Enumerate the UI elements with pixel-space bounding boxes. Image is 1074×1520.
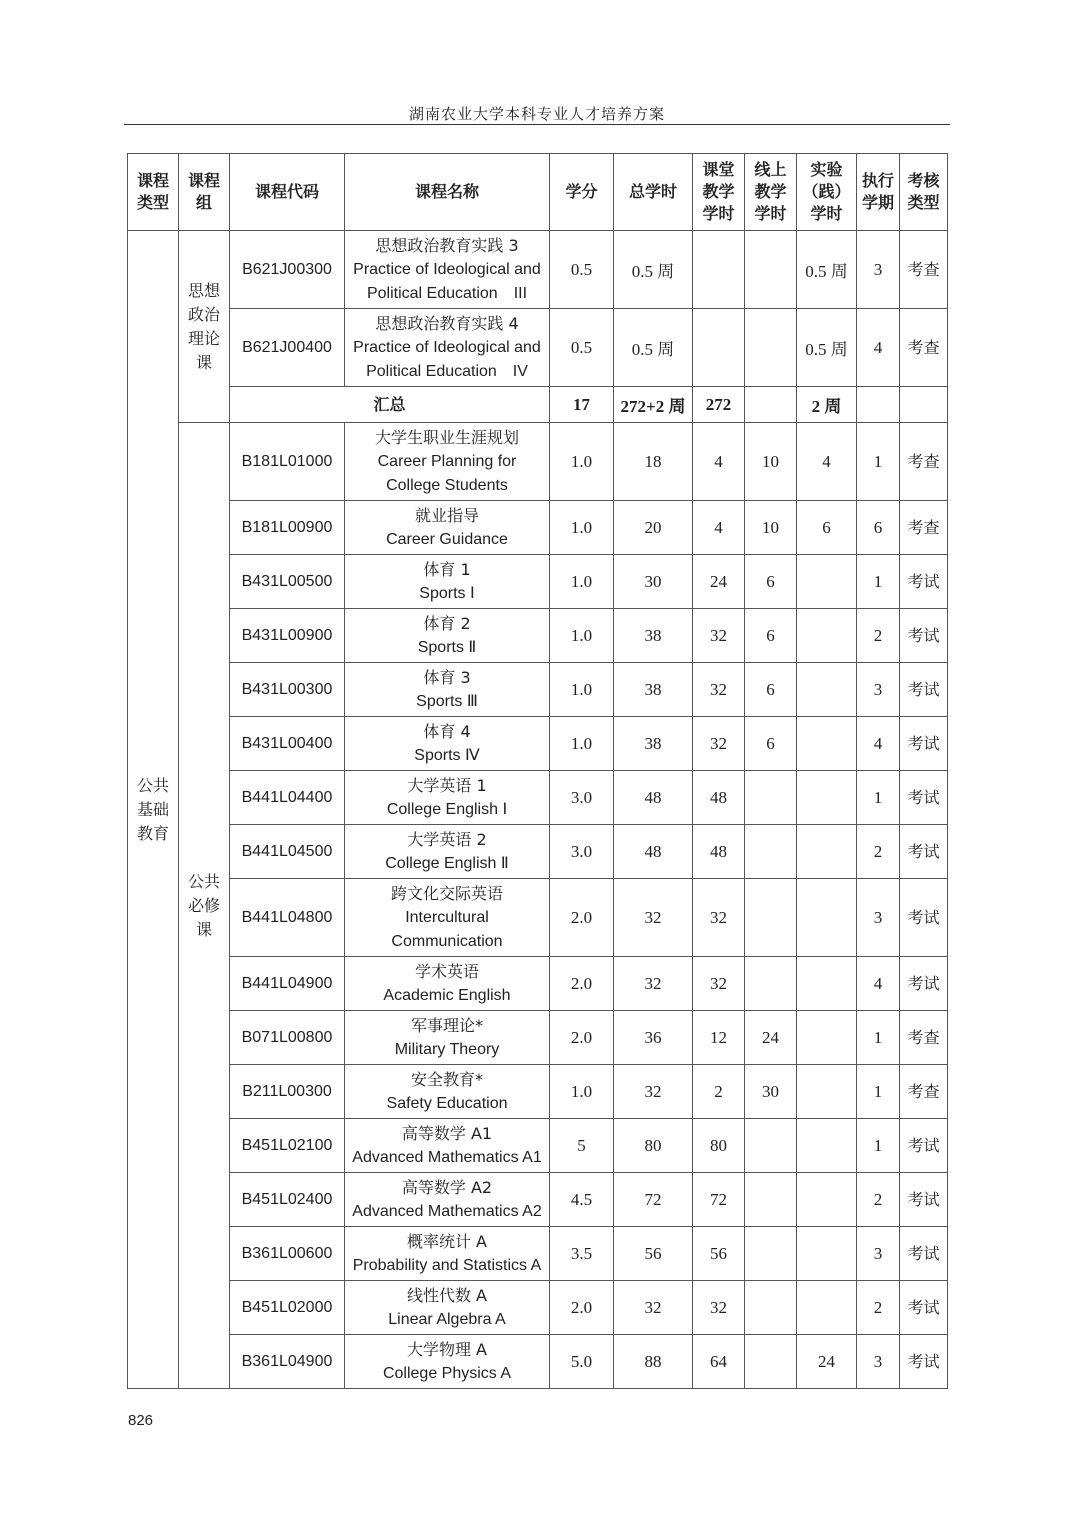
lab-hours-cell bbox=[797, 1227, 857, 1281]
table-row bbox=[128, 1281, 948, 1335]
course-group-cell bbox=[179, 423, 230, 1389]
header-rule bbox=[124, 124, 950, 125]
lab-hours-cell bbox=[797, 825, 857, 879]
semester-cell: 3 bbox=[857, 663, 900, 717]
credits-cell: 0.5 bbox=[550, 231, 614, 309]
class-hours-cell: 4 bbox=[693, 423, 745, 501]
total-hours-cell: 32 bbox=[614, 879, 693, 957]
course-name-zh: 高等数学 A2 bbox=[401, 1177, 493, 1197]
course-name-en: College English Ⅱ bbox=[385, 854, 509, 872]
summary-credits: 17 bbox=[550, 387, 614, 423]
course-name-en: Advanced Mathematics A1 bbox=[352, 1148, 542, 1166]
course-name-en: Military Theory bbox=[394, 1040, 500, 1058]
course-code: B621J00400 bbox=[230, 309, 345, 387]
lab-hours-cell bbox=[797, 879, 857, 957]
course-name-en: Linear Algebra A bbox=[388, 1310, 506, 1328]
course-type-line: 基础 bbox=[136, 799, 169, 819]
course-name bbox=[345, 1227, 550, 1281]
course-name-zh: 概率统计 A bbox=[406, 1231, 488, 1251]
credits-cell: 1.0 bbox=[550, 717, 614, 771]
online-hours-cell bbox=[745, 771, 797, 825]
course-code: B431L00300 bbox=[230, 663, 345, 717]
course-code: B211L00300 bbox=[230, 1065, 345, 1119]
credits-cell: 2.0 bbox=[550, 1011, 614, 1065]
course-code: B621J00300 bbox=[230, 231, 345, 309]
total-hours-cell: 30 bbox=[614, 555, 693, 609]
credits-cell: 1.0 bbox=[550, 663, 614, 717]
col-header-exam bbox=[900, 154, 948, 231]
course-name-zh: 就业指导 bbox=[414, 505, 479, 525]
credits-cell: 1.0 bbox=[550, 423, 614, 501]
credits-cell: 5 bbox=[550, 1119, 614, 1173]
table-row bbox=[128, 1119, 948, 1173]
col-header-type bbox=[128, 154, 179, 231]
table-row bbox=[128, 717, 948, 771]
exam-type-cell: 考试 bbox=[900, 825, 948, 879]
class-hours-cell bbox=[693, 309, 745, 387]
course-name bbox=[345, 309, 550, 387]
course-name-en: College English Ⅰ bbox=[386, 800, 508, 818]
course-name-en: Political Education IV bbox=[366, 362, 528, 380]
online-hours-cell bbox=[745, 1227, 797, 1281]
table-row bbox=[128, 501, 948, 555]
lab-hours-cell bbox=[797, 1065, 857, 1119]
total-hours-cell: 32 bbox=[614, 1065, 693, 1119]
table-row bbox=[128, 609, 948, 663]
semester-cell: 2 bbox=[857, 1281, 900, 1335]
credits-cell: 2.0 bbox=[550, 957, 614, 1011]
course-name bbox=[345, 717, 550, 771]
table-row bbox=[128, 1173, 948, 1227]
course-name-zh: 体育 1 bbox=[423, 559, 471, 579]
semester-cell: 4 bbox=[857, 717, 900, 771]
col-header-code: 课程代码 bbox=[230, 154, 345, 231]
course-group-line: 公共 bbox=[187, 871, 220, 891]
course-name-zh: 高等数学 A1 bbox=[401, 1123, 493, 1143]
exam-type-cell: 考试 bbox=[900, 1335, 948, 1389]
col-header-total-hours: 总学时 bbox=[614, 154, 693, 231]
col-header-class-l1: 课堂 bbox=[702, 160, 735, 179]
col-header-type-l2: 类型 bbox=[136, 193, 169, 212]
lab-hours-cell: 4 bbox=[797, 423, 857, 501]
credits-cell: 1.0 bbox=[550, 609, 614, 663]
course-name-zh: 体育 2 bbox=[423, 613, 471, 633]
course-name-en: College Physics A bbox=[382, 1364, 512, 1382]
exam-type-cell: 考试 bbox=[900, 1173, 948, 1227]
header-row bbox=[128, 154, 948, 231]
credits-cell: 0.5 bbox=[550, 309, 614, 387]
course-name bbox=[345, 1011, 550, 1065]
col-header-credits: 学分 bbox=[550, 154, 614, 231]
total-hours-cell: 0.5 周 bbox=[614, 309, 693, 387]
summary-total-hours: 272+2 周 bbox=[614, 387, 693, 423]
course-name-zh: 安全教育* bbox=[410, 1069, 483, 1089]
exam-type-cell: 考试 bbox=[900, 609, 948, 663]
course-name-zh: 大学英语 1 bbox=[407, 775, 487, 795]
col-header-lab-l1: 实验 bbox=[810, 160, 843, 179]
exam-type-cell: 考试 bbox=[900, 555, 948, 609]
class-hours-cell: 64 bbox=[693, 1335, 745, 1389]
lab-hours-cell bbox=[797, 771, 857, 825]
course-name-en: Practice of Ideological and bbox=[353, 260, 541, 278]
course-type-line: 公共 bbox=[136, 775, 169, 795]
online-hours-cell: 10 bbox=[745, 423, 797, 501]
course-name bbox=[345, 771, 550, 825]
course-code: B431L00900 bbox=[230, 609, 345, 663]
course-name-en: Sports Ⅰ bbox=[419, 584, 475, 602]
table-row bbox=[128, 555, 948, 609]
course-code: B451L02000 bbox=[230, 1281, 345, 1335]
course-name bbox=[345, 1065, 550, 1119]
semester-cell: 1 bbox=[857, 1065, 900, 1119]
col-header-semester-l1: 执行 bbox=[861, 171, 894, 190]
online-hours-cell: 30 bbox=[745, 1065, 797, 1119]
course-code: B441L04900 bbox=[230, 957, 345, 1011]
class-hours-cell: 56 bbox=[693, 1227, 745, 1281]
col-header-group-l2: 组 bbox=[195, 193, 212, 212]
lab-hours-cell bbox=[797, 1011, 857, 1065]
exam-type-cell: 考查 bbox=[900, 231, 948, 309]
table-row bbox=[128, 423, 948, 501]
table-row bbox=[128, 309, 948, 387]
semester-cell: 1 bbox=[857, 1119, 900, 1173]
lab-hours-cell bbox=[797, 1119, 857, 1173]
course-name-zh: 思想政治教育实践 4 bbox=[375, 313, 519, 333]
course-name bbox=[345, 825, 550, 879]
course-name bbox=[345, 1119, 550, 1173]
course-code: B441L04500 bbox=[230, 825, 345, 879]
course-group-cell bbox=[179, 231, 230, 423]
online-hours-cell bbox=[745, 1173, 797, 1227]
course-table bbox=[127, 153, 948, 1389]
course-name bbox=[345, 957, 550, 1011]
online-hours-cell bbox=[745, 309, 797, 387]
class-hours-cell: 80 bbox=[693, 1119, 745, 1173]
col-header-name: 课程名称 bbox=[345, 154, 550, 231]
credits-cell: 1.0 bbox=[550, 555, 614, 609]
course-code: B181L00900 bbox=[230, 501, 345, 555]
course-code: B071L00800 bbox=[230, 1011, 345, 1065]
course-name-en: Sports Ⅲ bbox=[416, 692, 478, 710]
class-hours-cell: 2 bbox=[693, 1065, 745, 1119]
credits-cell: 1.0 bbox=[550, 1065, 614, 1119]
course-name bbox=[345, 1281, 550, 1335]
exam-type-cell: 考查 bbox=[900, 1011, 948, 1065]
total-hours-cell: 20 bbox=[614, 501, 693, 555]
semester-cell: 1 bbox=[857, 423, 900, 501]
total-hours-cell: 36 bbox=[614, 1011, 693, 1065]
exam-type-cell: 考试 bbox=[900, 957, 948, 1011]
credits-cell: 1.0 bbox=[550, 501, 614, 555]
online-hours-cell bbox=[745, 1281, 797, 1335]
semester-cell: 1 bbox=[857, 1011, 900, 1065]
course-code: B431L00400 bbox=[230, 717, 345, 771]
col-header-lab-l2: （践） bbox=[802, 182, 851, 201]
summary-row bbox=[128, 387, 948, 423]
exam-type-cell: 考试 bbox=[900, 771, 948, 825]
col-header-semester bbox=[857, 154, 900, 231]
lab-hours-cell: 0.5 周 bbox=[797, 309, 857, 387]
lab-hours-cell bbox=[797, 1281, 857, 1335]
course-name-en: Political Education III bbox=[366, 284, 528, 302]
online-hours-cell bbox=[745, 879, 797, 957]
lab-hours-cell bbox=[797, 555, 857, 609]
course-code: B361L04900 bbox=[230, 1335, 345, 1389]
course-code: B181L01000 bbox=[230, 423, 345, 501]
course-name bbox=[345, 609, 550, 663]
online-hours-cell: 6 bbox=[745, 663, 797, 717]
credits-cell: 3.0 bbox=[550, 825, 614, 879]
summary-online-hours bbox=[745, 387, 797, 423]
total-hours-cell: 88 bbox=[614, 1335, 693, 1389]
class-hours-cell: 12 bbox=[693, 1011, 745, 1065]
course-group-line: 课 bbox=[195, 352, 212, 372]
course-code: B451L02400 bbox=[230, 1173, 345, 1227]
credits-cell: 2.0 bbox=[550, 879, 614, 957]
online-hours-cell bbox=[745, 957, 797, 1011]
col-header-semester-l2: 学期 bbox=[861, 193, 894, 212]
col-header-online-l3: 学时 bbox=[754, 204, 787, 223]
lab-hours-cell: 0.5 周 bbox=[797, 231, 857, 309]
col-header-lab-hours bbox=[797, 154, 857, 231]
course-group-line: 理论 bbox=[187, 328, 220, 348]
table-row bbox=[128, 1065, 948, 1119]
lab-hours-cell: 24 bbox=[797, 1335, 857, 1389]
semester-cell: 4 bbox=[857, 309, 900, 387]
lab-hours-cell bbox=[797, 663, 857, 717]
class-hours-cell: 4 bbox=[693, 501, 745, 555]
course-name-en: Practice of Ideological and bbox=[353, 338, 541, 356]
table-row bbox=[128, 1335, 948, 1389]
course-name bbox=[345, 663, 550, 717]
credits-cell: 4.5 bbox=[550, 1173, 614, 1227]
class-hours-cell: 32 bbox=[693, 717, 745, 771]
course-name-zh: 大学物理 A bbox=[406, 1339, 488, 1359]
exam-type-cell: 考试 bbox=[900, 879, 948, 957]
course-name-en: Career Guidance bbox=[386, 530, 508, 548]
class-hours-cell: 48 bbox=[693, 825, 745, 879]
total-hours-cell: 18 bbox=[614, 423, 693, 501]
class-hours-cell: 32 bbox=[693, 609, 745, 663]
semester-cell: 6 bbox=[857, 501, 900, 555]
semester-cell: 3 bbox=[857, 1335, 900, 1389]
semester-cell: 1 bbox=[857, 771, 900, 825]
course-name-en: Probability and Statistics A bbox=[352, 1256, 542, 1274]
exam-type-cell: 考试 bbox=[900, 717, 948, 771]
exam-type-cell: 考查 bbox=[900, 423, 948, 501]
total-hours-cell: 80 bbox=[614, 1119, 693, 1173]
table-row bbox=[128, 663, 948, 717]
col-header-online-hours bbox=[745, 154, 797, 231]
semester-cell: 3 bbox=[857, 1227, 900, 1281]
table-row bbox=[128, 825, 948, 879]
col-header-lab-l3: 学时 bbox=[810, 204, 843, 223]
course-name-zh: 思想政治教育实践 3 bbox=[375, 235, 519, 255]
online-hours-cell: 24 bbox=[745, 1011, 797, 1065]
table-row bbox=[128, 957, 948, 1011]
summary-class-hours: 272 bbox=[693, 387, 745, 423]
exam-type-cell: 考试 bbox=[900, 1281, 948, 1335]
lab-hours-cell: 6 bbox=[797, 501, 857, 555]
course-type-line: 教育 bbox=[136, 823, 169, 843]
exam-type-cell: 考查 bbox=[900, 1065, 948, 1119]
course-name-en: Career Planning for bbox=[377, 452, 517, 470]
total-hours-cell: 48 bbox=[614, 825, 693, 879]
course-code: B431L00500 bbox=[230, 555, 345, 609]
col-header-class-l2: 教学 bbox=[702, 182, 735, 201]
total-hours-cell: 72 bbox=[614, 1173, 693, 1227]
total-hours-cell: 38 bbox=[614, 663, 693, 717]
total-hours-cell: 32 bbox=[614, 957, 693, 1011]
course-group-line: 政治 bbox=[187, 304, 220, 324]
summary-label: 汇总 bbox=[230, 387, 550, 423]
col-header-type-l1: 课程 bbox=[136, 171, 169, 190]
course-name bbox=[345, 423, 550, 501]
course-type-cell bbox=[128, 231, 179, 1389]
course-name-zh: 体育 3 bbox=[423, 667, 471, 687]
online-hours-cell: 6 bbox=[745, 717, 797, 771]
credits-cell: 5.0 bbox=[550, 1335, 614, 1389]
exam-type-cell: 考试 bbox=[900, 1119, 948, 1173]
credits-cell: 3.5 bbox=[550, 1227, 614, 1281]
course-name-en: Communication bbox=[391, 932, 503, 950]
course-name-zh: 大学英语 2 bbox=[407, 829, 487, 849]
course-code: B441L04400 bbox=[230, 771, 345, 825]
class-hours-cell: 48 bbox=[693, 771, 745, 825]
table-row bbox=[128, 1227, 948, 1281]
semester-cell: 2 bbox=[857, 825, 900, 879]
course-name bbox=[345, 555, 550, 609]
course-name-en: College Students bbox=[386, 476, 508, 494]
col-header-exam-l1: 考核 bbox=[907, 171, 940, 190]
online-hours-cell bbox=[745, 231, 797, 309]
running-header: 湖南农业大学本科专业人才培养方案 bbox=[408, 105, 665, 123]
course-name bbox=[345, 879, 550, 957]
course-name-en: Academic English bbox=[383, 986, 511, 1004]
course-name-en: Sports Ⅱ bbox=[417, 638, 477, 656]
semester-cell: 1 bbox=[857, 555, 900, 609]
exam-type-cell: 考试 bbox=[900, 663, 948, 717]
table-row bbox=[128, 1011, 948, 1065]
online-hours-cell: 10 bbox=[745, 501, 797, 555]
course-name-zh: 大学生职业生涯规划 bbox=[374, 427, 519, 447]
lab-hours-cell bbox=[797, 717, 857, 771]
col-header-group-l1: 课程 bbox=[187, 171, 220, 190]
course-name-zh: 学术英语 bbox=[414, 961, 479, 981]
course-code: B451L02100 bbox=[230, 1119, 345, 1173]
course-name-zh: 线性代数 A bbox=[406, 1285, 488, 1305]
class-hours-cell: 32 bbox=[693, 1281, 745, 1335]
exam-type-cell: 考查 bbox=[900, 309, 948, 387]
col-header-class-l3: 学时 bbox=[702, 204, 735, 223]
online-hours-cell: 6 bbox=[745, 555, 797, 609]
class-hours-cell: 72 bbox=[693, 1173, 745, 1227]
course-name-zh: 体育 4 bbox=[423, 721, 471, 741]
lab-hours-cell bbox=[797, 1173, 857, 1227]
course-name-zh: 军事理论* bbox=[410, 1015, 483, 1035]
total-hours-cell: 48 bbox=[614, 771, 693, 825]
course-name bbox=[345, 1173, 550, 1227]
course-group-line: 思想 bbox=[187, 280, 220, 300]
lab-hours-cell bbox=[797, 957, 857, 1011]
class-hours-cell: 32 bbox=[693, 957, 745, 1011]
class-hours-cell: 32 bbox=[693, 879, 745, 957]
lab-hours-cell bbox=[797, 609, 857, 663]
semester-cell: 2 bbox=[857, 1173, 900, 1227]
course-code: B361L00600 bbox=[230, 1227, 345, 1281]
course-name-en: Intercultural bbox=[405, 908, 489, 926]
summary-lab-hours: 2 周 bbox=[797, 387, 857, 423]
col-header-class-hours bbox=[693, 154, 745, 231]
semester-cell: 2 bbox=[857, 609, 900, 663]
table-row bbox=[128, 879, 948, 957]
course-name-en: Advanced Mathematics A2 bbox=[352, 1202, 542, 1220]
course-group-line: 必修 bbox=[187, 895, 220, 915]
online-hours-cell bbox=[745, 1335, 797, 1389]
course-name bbox=[345, 231, 550, 309]
course-name bbox=[345, 1335, 550, 1389]
col-header-online-l1: 线上 bbox=[754, 160, 787, 179]
col-header-exam-l2: 类型 bbox=[907, 193, 940, 212]
col-header-online-l2: 教学 bbox=[754, 182, 787, 201]
table-row bbox=[128, 231, 948, 309]
semester-cell: 4 bbox=[857, 957, 900, 1011]
total-hours-cell: 38 bbox=[614, 717, 693, 771]
table-row bbox=[128, 771, 948, 825]
semester-cell: 3 bbox=[857, 231, 900, 309]
class-hours-cell: 24 bbox=[693, 555, 745, 609]
summary-semester bbox=[857, 387, 900, 423]
online-hours-cell bbox=[745, 825, 797, 879]
course-name-en: Safety Education bbox=[386, 1094, 508, 1112]
total-hours-cell: 32 bbox=[614, 1281, 693, 1335]
course-name-en: Sports Ⅳ bbox=[414, 746, 480, 764]
course-code: B441L04800 bbox=[230, 879, 345, 957]
total-hours-cell: 38 bbox=[614, 609, 693, 663]
course-name bbox=[345, 501, 550, 555]
semester-cell: 3 bbox=[857, 879, 900, 957]
class-hours-cell: 32 bbox=[693, 663, 745, 717]
online-hours-cell: 6 bbox=[745, 609, 797, 663]
page-number: 826 bbox=[128, 1412, 154, 1429]
summary-exam bbox=[900, 387, 948, 423]
total-hours-cell: 56 bbox=[614, 1227, 693, 1281]
credits-cell: 2.0 bbox=[550, 1281, 614, 1335]
online-hours-cell bbox=[745, 1119, 797, 1173]
class-hours-cell bbox=[693, 231, 745, 309]
course-group-line: 课 bbox=[195, 919, 212, 939]
course-name-zh: 跨文化交际英语 bbox=[390, 883, 503, 903]
exam-type-cell: 考查 bbox=[900, 501, 948, 555]
total-hours-cell: 0.5 周 bbox=[614, 231, 693, 309]
col-header-group bbox=[179, 154, 230, 231]
exam-type-cell: 考试 bbox=[900, 1227, 948, 1281]
credits-cell: 3.0 bbox=[550, 771, 614, 825]
